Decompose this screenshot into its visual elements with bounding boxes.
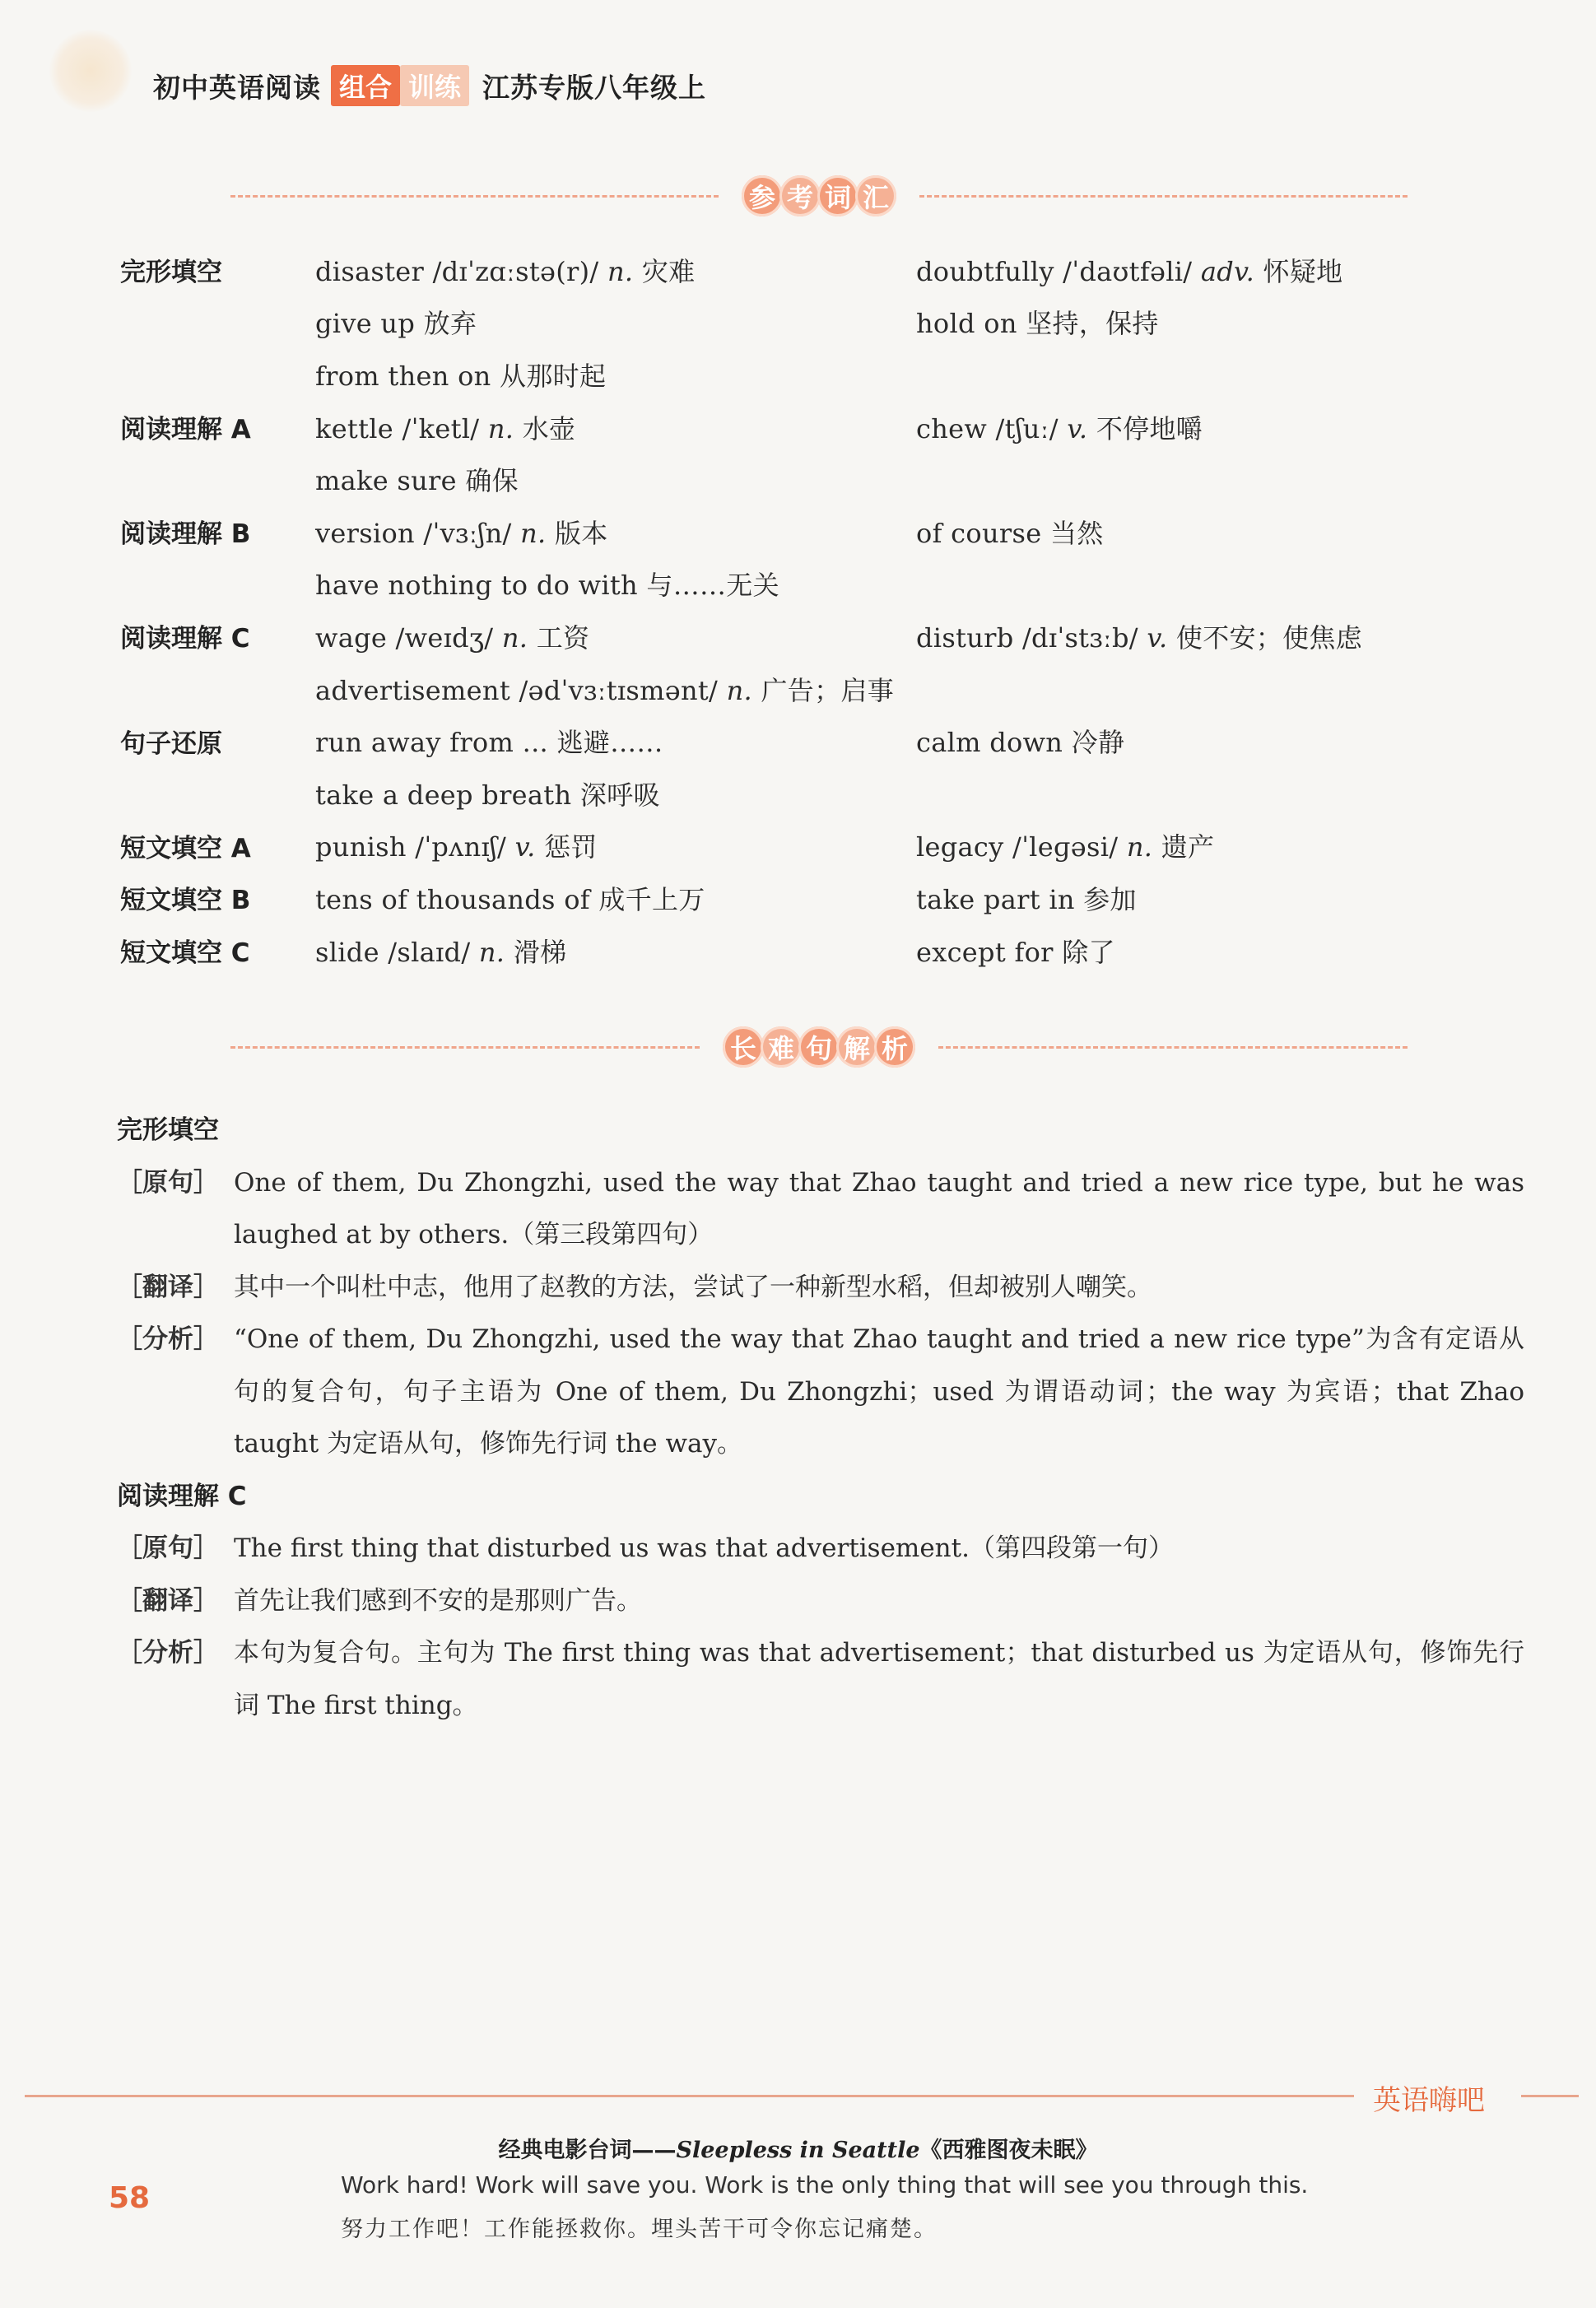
vocab-category: 句子还原	[120, 728, 222, 759]
banner-badge: 析	[874, 1026, 915, 1068]
vocab-row	[120, 401, 1536, 454]
vocab-row	[120, 714, 1536, 767]
quote-english: Work hard! Work will save you. Work is the only thing that will see you through this.	[341, 2171, 1309, 2199]
vocab-part-of-speech: v.	[1067, 412, 1088, 444]
quote-title	[0, 2132, 1596, 2164]
analysis-item	[117, 1157, 1524, 1262]
vocab-entry	[315, 932, 916, 970]
vocab-meaning: 不停地嚼	[1096, 412, 1203, 444]
vocab-row	[120, 244, 1536, 296]
vocab-part-of-speech: v.	[1147, 621, 1168, 654]
vocab-word: of course 当然	[916, 517, 1104, 549]
vocab-entry	[916, 513, 1536, 551]
analysis-item	[117, 1523, 1524, 1575]
vocab-row	[120, 924, 1536, 977]
analysis-label: ［分析］	[117, 1638, 219, 1668]
vocab-word: have nothing to do with 与……无关	[315, 570, 779, 602]
vocab-part-of-speech: adv.	[1200, 255, 1255, 287]
vocab-entry	[315, 670, 916, 708]
vocab-word: advertisement /ədˈvɜːtɪsmənt/	[315, 674, 719, 706]
vocab-entry	[916, 617, 1536, 655]
vocab-meaning: 版本	[554, 517, 608, 549]
analysis-item	[117, 1314, 1524, 1471]
quote-chinese: 努力工作吧！工作能拯救你。埋头苦干可令你忘记痛楚。	[341, 2217, 938, 2242]
vocab-row	[120, 505, 1536, 558]
vocab-word: take a deep breath 深呼吸	[315, 779, 660, 811]
vocab-entry	[315, 722, 916, 760]
analysis-item	[117, 1575, 1524, 1628]
vocab-word: legacy /ˈleɡəsi/	[916, 831, 1119, 863]
vocab-part-of-speech: n.	[520, 517, 547, 549]
vocab-word: hold on 坚持，保持	[916, 308, 1159, 340]
banner-dash-right	[919, 195, 1408, 198]
vocab-category: 完形填空	[120, 258, 222, 288]
vocab-part-of-speech: n.	[487, 412, 514, 444]
analysis-item	[117, 1262, 1524, 1315]
analysis-label: ［原句］	[117, 1167, 219, 1198]
vocab-entry	[315, 356, 916, 393]
vocab-word: punish /ˈpʌnɪʃ/	[315, 831, 507, 863]
vocab-word: except for 除了	[916, 936, 1115, 968]
vocab-category: 阅读理解 B	[120, 519, 251, 550]
banner-badge: 解	[836, 1026, 877, 1068]
vocab-word: kettle /ˈketl/	[315, 412, 480, 444]
vocab-row	[120, 558, 1536, 611]
vocab-word: slide /slaɪd/	[315, 936, 471, 968]
analysis-section-title: 阅读理解 C	[117, 1481, 247, 1511]
vocab-row	[120, 610, 1536, 663]
vocab-part-of-speech: v.	[514, 831, 536, 863]
book-title: 初中英语阅读	[153, 71, 321, 104]
vocab-word: give up 放弃	[315, 308, 477, 340]
vocab-meaning: 怀疑地	[1263, 255, 1343, 287]
header-decoration	[49, 30, 132, 112]
vocab-row	[120, 453, 1536, 505]
vocab-entry	[315, 408, 916, 446]
vocab-entry	[315, 251, 916, 289]
analysis-text: “One of them, Du Zhongzhi, used the way that Zhao taught and tried a new rice type”为含有定语从句的复合句，句子主语为 One of them, Du Zhongzhi；used 为谓语动词；the way 为宾语；that Zhao taught 为定语从句，修饰先行词 the way。	[234, 1324, 1524, 1459]
vocab-meaning: 滑梯	[513, 936, 567, 968]
vocab-entry	[315, 775, 916, 812]
vocab-word: take part in 参加	[916, 883, 1137, 915]
vocab-banner-badges	[743, 175, 895, 216]
vocab-entry	[315, 826, 916, 864]
analysis-label: ［翻译］	[117, 1585, 219, 1616]
banner-dash-left	[230, 195, 719, 198]
banner-badge: 词	[817, 175, 858, 216]
vocab-meaning: 遗产	[1161, 831, 1215, 863]
banner-badge: 长	[723, 1026, 764, 1068]
book-subtitle: 江苏专版八年级上	[482, 71, 707, 104]
page-header	[153, 63, 706, 109]
analysis-label: ［翻译］	[117, 1272, 219, 1302]
analysis-text: One of them, Du Zhongzhi, used the way that Zhao taught and tried a new rice type, but he was laughed at by others.（第三段第四句）	[234, 1167, 1524, 1249]
analysis-text: The first thing that disturbed us was that advertisement.（第四段第一句）	[234, 1533, 1174, 1563]
vocab-row	[120, 820, 1536, 872]
vocab-word: version /ˈvɜːʃn/	[315, 517, 512, 549]
vocab-entry	[315, 513, 916, 551]
vocab-entry	[916, 826, 1536, 864]
vocab-category: 短文填空 A	[120, 833, 251, 863]
banner-badge: 参	[742, 175, 783, 216]
vocab-category: 短文填空 B	[120, 886, 251, 916]
quote-prefix: 经典电影台词——	[498, 2138, 677, 2163]
analysis-item	[117, 1627, 1524, 1732]
vocab-category: 阅读理解 C	[120, 624, 250, 654]
banner-badge: 考	[779, 175, 821, 216]
quote-film-cn: 《西雅图夜未眠》	[919, 2138, 1098, 2163]
vocab-row	[120, 872, 1536, 924]
banner-badge: 句	[798, 1026, 840, 1068]
analysis-label: ［分析］	[117, 1324, 219, 1354]
vocab-entry	[916, 251, 1536, 289]
vocab-part-of-speech: n.	[478, 936, 505, 968]
analysis-banner-badges	[724, 1026, 914, 1068]
vocab-meaning: 使不安；使焦虑	[1175, 621, 1363, 654]
vocab-row	[120, 767, 1536, 820]
vocab-category: 短文填空 C	[120, 938, 250, 969]
analysis-content	[117, 1105, 1524, 1732]
banner-badge: 汇	[855, 175, 896, 216]
banner-dash-right	[938, 1046, 1408, 1049]
vocab-entry	[315, 617, 916, 655]
vocab-entry	[916, 303, 1536, 341]
analysis-text: 其中一个叫杜中志，他用了赵教的方法，尝试了一种新型水稻，但却被别人嘲笑。	[234, 1272, 1152, 1302]
analysis-section-title: 完形填空	[117, 1115, 219, 1145]
quote-film-en: Sleepless in Seattle	[676, 2138, 920, 2163]
analysis-text: 本句为复合句。主句为 The first thing was that advertisement；that disturbed us 为定语从句，修饰先行词 The first thing。	[234, 1638, 1524, 1720]
vocab-word: disaster /dɪˈzɑːstə(r)/	[315, 255, 599, 287]
vocab-word: chew /tʃuː/	[916, 412, 1059, 444]
vocab-word: disturb /dɪˈstɜːb/	[916, 621, 1138, 654]
analysis-text: 首先让我们感到不安的是那则广告。	[234, 1585, 642, 1616]
vocab-word: wage /weɪdʒ/	[315, 621, 494, 654]
book-tag-2: 训练	[400, 65, 469, 106]
analysis-label: ［原句］	[117, 1533, 219, 1563]
vocab-meaning: 工资	[536, 621, 590, 654]
vocab-meaning: 灾难	[641, 255, 696, 287]
vocab-entry	[315, 460, 916, 498]
vocab-part-of-speech: n.	[607, 255, 634, 287]
vocab-row	[120, 663, 1536, 715]
vocab-word: calm down 冷静	[916, 727, 1125, 759]
vocab-part-of-speech: n.	[726, 674, 753, 706]
vocab-meaning: 广告；启事	[761, 674, 895, 706]
vocab-entry	[315, 565, 916, 603]
vocab-entry	[916, 722, 1536, 760]
vocab-entry	[315, 303, 916, 341]
vocab-row	[120, 296, 1536, 349]
page-number: 58	[109, 2181, 151, 2215]
vocab-word: doubtfully /ˈdaʊtfəli/	[916, 255, 1193, 287]
vocab-entry	[315, 879, 916, 917]
banner-dash-left	[230, 1046, 700, 1049]
vocab-row	[120, 348, 1536, 401]
footer-rule	[25, 2095, 1354, 2097]
vocab-entry	[916, 408, 1536, 446]
analysis-banner	[230, 1022, 1408, 1072]
vocab-meaning: 惩罚	[544, 831, 598, 863]
vocab-list	[120, 244, 1536, 976]
vocab-part-of-speech: n.	[1126, 831, 1153, 863]
vocab-banner	[230, 171, 1408, 221]
footer-tag: 英语嗨吧	[1373, 2084, 1485, 2117]
vocab-category: 阅读理解 A	[120, 415, 251, 445]
vocab-word: from then on 从那时起	[315, 360, 607, 392]
footer-rule-right	[1521, 2095, 1579, 2097]
vocab-entry	[916, 932, 1536, 970]
vocab-part-of-speech: n.	[501, 621, 528, 654]
vocab-meaning: 水壶	[522, 412, 576, 444]
vocab-word: make sure 确保	[315, 465, 519, 497]
vocab-entry	[916, 879, 1536, 917]
book-tag-1: 组合	[331, 65, 400, 106]
banner-badge: 难	[761, 1026, 802, 1068]
vocab-word: run away from ... 逃避……	[315, 727, 663, 759]
vocab-word: tens of thousands of 成千上万	[315, 883, 705, 915]
